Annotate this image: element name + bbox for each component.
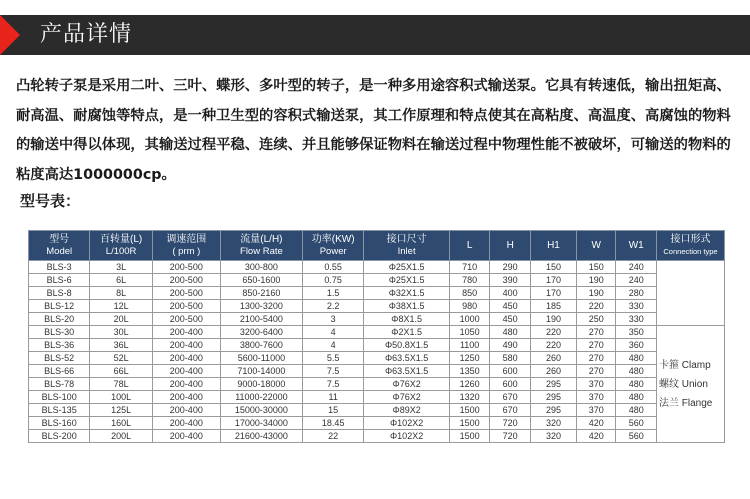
table-cell: 290 — [490, 261, 531, 274]
table-cell: 5600-11000 — [220, 352, 302, 365]
table-cell: 260 — [530, 365, 576, 378]
table-cell: Φ8X1.5 — [364, 313, 449, 326]
table-row — [29, 430, 725, 443]
table-cell: 260 — [530, 352, 576, 365]
table-cell: 1000 — [449, 313, 490, 326]
table-row — [29, 274, 725, 287]
table-cell: 66L — [90, 365, 152, 378]
column-header-label: H1 — [547, 239, 560, 251]
table-cell: 370 — [576, 404, 615, 417]
column-header — [530, 231, 576, 261]
table-cell: 320 — [530, 417, 576, 430]
table-cell: 220 — [530, 339, 576, 352]
table-cell: BLS-3 — [29, 261, 90, 274]
table-cell: BLS-36 — [29, 339, 90, 352]
table-cell: 30L — [90, 326, 152, 339]
table-cell: 280 — [616, 287, 657, 300]
column-header-label: 接口形式 — [670, 233, 711, 245]
table-cell: Φ102X2 — [364, 430, 449, 443]
table-cell: 850 — [449, 287, 490, 300]
column-header-label: 接口尺寸 — [386, 233, 427, 245]
table-cell: BLS-135 — [29, 404, 90, 417]
table-cell: 450 — [490, 300, 531, 313]
table-cell: 360 — [616, 339, 657, 352]
table-cell: 1260 — [449, 378, 490, 391]
column-header — [152, 231, 220, 261]
table-row — [29, 287, 725, 300]
table-cell: Φ25X1.5 — [364, 261, 449, 274]
table-cell: 980 — [449, 300, 490, 313]
table-cell: Φ89X2 — [364, 404, 449, 417]
table-cell: 670 — [490, 391, 531, 404]
table-cell: 220 — [576, 300, 615, 313]
column-header — [303, 231, 364, 261]
table-cell: 78L — [90, 378, 152, 391]
table-cell: BLS-6 — [29, 274, 90, 287]
table-cell: 240 — [616, 261, 657, 274]
table-cell: 320 — [530, 430, 576, 443]
table-cell: 0.55 — [303, 261, 364, 274]
table-cell: 190 — [530, 313, 576, 326]
table-cell: 170 — [530, 274, 576, 287]
table-cell: 12L — [90, 300, 152, 313]
table-cell: 150 — [530, 261, 576, 274]
table-cell: 200-400 — [152, 365, 220, 378]
table-cell: BLS-78 — [29, 378, 90, 391]
column-header — [656, 231, 724, 261]
table-cell: BLS-66 — [29, 365, 90, 378]
table-cell: 200-500 — [152, 261, 220, 274]
table-cell: 5.5 — [303, 352, 364, 365]
table-cell: 190 — [576, 287, 615, 300]
table-cell: Φ2X1.5 — [364, 326, 449, 339]
table-cell: 270 — [576, 326, 615, 339]
table-cell: 400 — [490, 287, 531, 300]
table-cell: 3800-7600 — [220, 339, 302, 352]
table-cell: 4 — [303, 326, 364, 339]
column-header-sublabel: ( prm ) — [172, 245, 201, 257]
table-row — [29, 404, 725, 417]
table-cell: 1350 — [449, 365, 490, 378]
table-cell: 200-400 — [152, 430, 220, 443]
table-cell: 450 — [490, 313, 531, 326]
table-cell: 3L — [90, 261, 152, 274]
table-cell: 36L — [90, 339, 152, 352]
table-cell: 2100-5400 — [220, 313, 302, 326]
table-cell: 670 — [490, 404, 531, 417]
table-cell: 1100 — [449, 339, 490, 352]
connection-type-cell — [656, 326, 724, 443]
table-cell: 370 — [576, 378, 615, 391]
connection-type-cell — [656, 261, 724, 326]
table-cell: 240 — [616, 274, 657, 287]
table-cell: BLS-12 — [29, 300, 90, 313]
column-header — [449, 231, 490, 261]
table-cell: 160L — [90, 417, 152, 430]
table-cell: Φ50.8X1.5 — [364, 339, 449, 352]
table-cell: 330 — [616, 313, 657, 326]
column-header-sublabel: Inlet — [397, 245, 416, 257]
table-cell: 200-500 — [152, 287, 220, 300]
product-description: 凸轮转子泵是采用二叶、三叶、蝶形、多叶型的转子，是一种多用途容积式输送泵。它具有转速低，输出扭矩高、耐高温、耐腐蚀等特点，是一种卫生型的容积式输送泵，其工作原理和特点使其在高粘度、高温度、高腐蚀的物料的输送中得以体现，其输送过程平稳、连续、并且能够保证物料在输送过程中物理性能不被破坏，可输送的物料的粘度高达1000000cp。 — [16, 78, 731, 183]
table-cell: 190 — [576, 274, 615, 287]
table-cell: 3 — [303, 313, 364, 326]
table-row — [29, 300, 725, 313]
table-cell: 780 — [449, 274, 490, 287]
section-title: 产品详情 — [40, 22, 133, 47]
table-cell: Φ38X1.5 — [364, 300, 449, 313]
table-cell: 150 — [576, 261, 615, 274]
table-cell: 0.75 — [303, 274, 364, 287]
table-row — [29, 352, 725, 365]
model-table-heading: 型号表： — [20, 192, 81, 210]
table-cell: 1250 — [449, 352, 490, 365]
column-header-sublabel: Connection type — [663, 246, 718, 256]
table-cell: 1.5 — [303, 287, 364, 300]
column-header-label: 百转量(L) — [99, 233, 143, 245]
connection-type-item: 螺纹 Union — [658, 378, 708, 390]
table-cell: 1300-3200 — [220, 300, 302, 313]
table-cell: 3200-6400 — [220, 326, 302, 339]
table-cell: Φ76X2 — [364, 391, 449, 404]
table-cell: 200-500 — [152, 274, 220, 287]
column-header-sublabel: Power — [319, 245, 347, 257]
table-cell: 200-400 — [152, 326, 220, 339]
table-cell: 480 — [616, 352, 657, 365]
column-header-label: 调速范围 — [166, 233, 207, 245]
table-row — [29, 326, 725, 339]
table-cell: 185 — [530, 300, 576, 313]
table-cell: 9000-18000 — [220, 378, 302, 391]
table-cell: 17000-34000 — [220, 417, 302, 430]
table-cell: 22 — [303, 430, 364, 443]
column-header-label: H — [506, 239, 514, 251]
table-cell: 7100-14000 — [220, 365, 302, 378]
table-cell: 200-400 — [152, 404, 220, 417]
table-cell: 7.5 — [303, 378, 364, 391]
table-cell: Φ32X1.5 — [364, 287, 449, 300]
table-cell: 170 — [530, 287, 576, 300]
table-cell: 20L — [90, 313, 152, 326]
table-cell: 480 — [616, 365, 657, 378]
table-cell: 420 — [576, 417, 615, 430]
table-cell: 220 — [530, 326, 576, 339]
table-row — [29, 261, 725, 274]
table-cell: Φ63.5X1.5 — [364, 352, 449, 365]
table-cell: 295 — [530, 378, 576, 391]
table-cell: 200-500 — [152, 313, 220, 326]
table-cell: 15 — [303, 404, 364, 417]
table-cell: BLS-100 — [29, 391, 90, 404]
table-cell: 600 — [490, 378, 531, 391]
table-cell: 580 — [490, 352, 531, 365]
table-cell: 710 — [449, 261, 490, 274]
table-cell: 1500 — [449, 404, 490, 417]
table-cell: 1500 — [449, 430, 490, 443]
table-cell: 4 — [303, 339, 364, 352]
table-row — [29, 339, 725, 352]
table-cell: 15000-30000 — [220, 404, 302, 417]
table-cell: 850-2160 — [220, 287, 302, 300]
table-cell: 270 — [576, 352, 615, 365]
table-cell: 560 — [616, 417, 657, 430]
column-header-sublabel: Model — [46, 245, 73, 257]
column-header-label: 功率(KW) — [311, 233, 355, 245]
table-cell: 720 — [490, 430, 531, 443]
table-cell: 11 — [303, 391, 364, 404]
table-row — [29, 378, 725, 391]
table-cell: BLS-30 — [29, 326, 90, 339]
connection-type-item: 法兰 Flange — [658, 397, 713, 409]
table-cell: 370 — [576, 391, 615, 404]
table-cell: 8L — [90, 287, 152, 300]
table-row — [29, 365, 725, 378]
table-cell: BLS-160 — [29, 417, 90, 430]
table-cell: 200-400 — [152, 391, 220, 404]
table-cell: 350 — [616, 326, 657, 339]
table-cell: 250 — [576, 313, 615, 326]
table-cell: 560 — [616, 430, 657, 443]
table-cell: 6L — [90, 274, 152, 287]
column-header-label: W — [591, 239, 601, 251]
table-cell: BLS-8 — [29, 287, 90, 300]
table-cell: Φ63.5X1.5 — [364, 365, 449, 378]
table-cell: 650-1600 — [220, 274, 302, 287]
table-cell: 1320 — [449, 391, 490, 404]
table-cell: 390 — [490, 274, 531, 287]
table-cell: Φ76X2 — [364, 378, 449, 391]
column-header — [490, 231, 531, 261]
table-cell: Φ102X2 — [364, 417, 449, 430]
table-cell: 11000-22000 — [220, 391, 302, 404]
column-header-sublabel: L/100R — [105, 245, 137, 257]
column-header-label: L — [466, 239, 473, 251]
table-cell: 7.5 — [303, 365, 364, 378]
table-cell: 125L — [90, 404, 152, 417]
table-cell: 270 — [576, 365, 615, 378]
table-cell: 330 — [616, 300, 657, 313]
column-header — [90, 231, 152, 261]
table-cell: 21600-43000 — [220, 430, 302, 443]
table-cell: 200-400 — [152, 378, 220, 391]
column-header-label: W1 — [628, 239, 644, 251]
table-cell: 1500 — [449, 417, 490, 430]
table-header-row — [29, 231, 725, 261]
column-header-label: 流量(L/H) — [240, 233, 283, 245]
model-spec-table — [28, 230, 725, 443]
column-header-label: 型号 — [49, 233, 70, 245]
table-cell: BLS-52 — [29, 352, 90, 365]
table-cell: Φ25X1.5 — [364, 274, 449, 287]
table-cell: 480 — [616, 378, 657, 391]
table-cell: 480 — [616, 404, 657, 417]
connection-type-item: 卡箍 Clamp — [658, 359, 711, 371]
table-cell: 2.2 — [303, 300, 364, 313]
column-header — [364, 231, 449, 261]
column-header — [29, 231, 90, 261]
table-cell: 420 — [576, 430, 615, 443]
column-header — [220, 231, 302, 261]
table-row — [29, 417, 725, 430]
table-cell: 52L — [90, 352, 152, 365]
table-cell: 295 — [530, 404, 576, 417]
table-cell: 200-400 — [152, 352, 220, 365]
red-arrow-icon — [0, 15, 20, 55]
table-cell: 600 — [490, 365, 531, 378]
table-cell: BLS-20 — [29, 313, 90, 326]
table-cell: 100L — [90, 391, 152, 404]
table-cell: 480 — [490, 326, 531, 339]
column-header — [616, 231, 657, 261]
column-header-sublabel: Flow Rate — [240, 245, 283, 257]
table-cell: 720 — [490, 417, 531, 430]
table-cell: 200-500 — [152, 300, 220, 313]
table-cell: 270 — [576, 339, 615, 352]
table-cell: 295 — [530, 391, 576, 404]
table-cell: 480 — [616, 391, 657, 404]
table-cell: 18.45 — [303, 417, 364, 430]
table-cell: 300-800 — [220, 261, 302, 274]
table-cell: 200-400 — [152, 417, 220, 430]
table-cell: 200L — [90, 430, 152, 443]
table-cell: 490 — [490, 339, 531, 352]
table-cell: 1050 — [449, 326, 490, 339]
table-row — [29, 391, 725, 404]
table-cell: 200-400 — [152, 339, 220, 352]
table-row — [29, 313, 725, 326]
column-header — [576, 231, 615, 261]
section-header — [0, 15, 750, 55]
table-cell: BLS-200 — [29, 430, 90, 443]
